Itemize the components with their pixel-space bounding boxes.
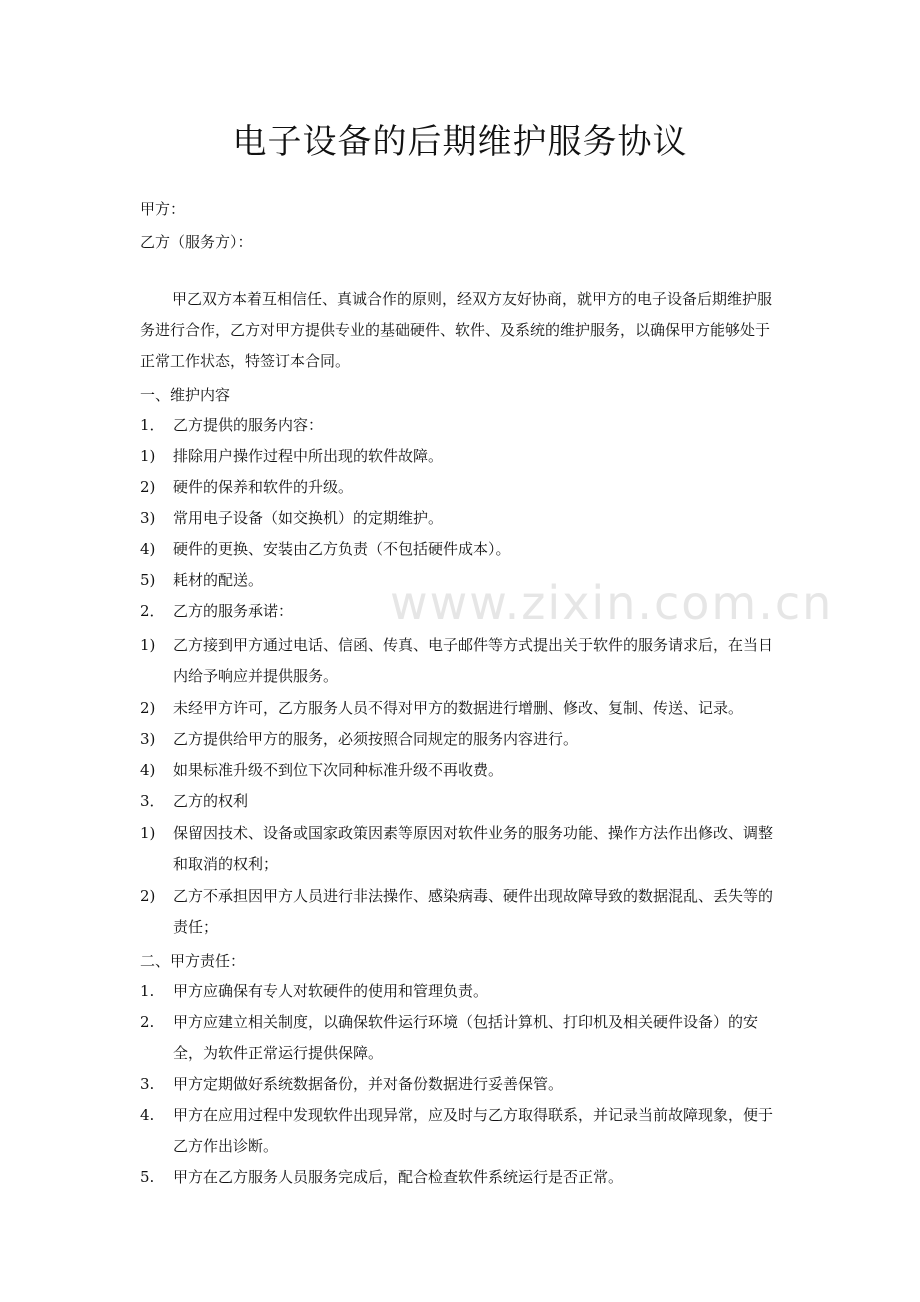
item-text: 硬件的保养和软件的升级。: [173, 478, 354, 496]
party-b-label: 乙方（服务方）：: [140, 233, 253, 251]
list-item: [140, 1069, 780, 1100]
list-item: [140, 596, 780, 627]
list-item: [140, 630, 780, 692]
list-item: [140, 818, 780, 880]
item-text: 甲方在应用过程中发现软件出现异常，应及时与乙方取得联系，并记录当前故障现象，便于乙方作出诊断。: [173, 1106, 774, 1155]
list-item: [140, 565, 780, 596]
item-text: 硬件的更换、安装由乙方负责（不包括硬件成本）。: [173, 540, 511, 558]
item-number: 3): [140, 509, 156, 527]
list-item: [140, 472, 780, 503]
item-number: 1): [140, 447, 156, 465]
item-number: 4): [140, 540, 156, 558]
section-heading-party-a: 二、甲方责任：: [140, 952, 246, 970]
item-text: 甲方应建立相关制度，以确保软件运行环境（包括计算机、打印机及相关硬件设备）的安全，为软件正常运行提供保障。: [173, 1013, 759, 1062]
item-number: 3): [140, 730, 156, 748]
item-number: 1.: [140, 982, 155, 1000]
item-number: 2．: [140, 602, 165, 620]
item-text: 乙方不承担因甲方人员进行非法操作、感染病毒、硬件出现故障导致的数据混乱、丢失等的责任；: [173, 887, 774, 936]
item-text: 排除用户操作过程中所出现的软件故障。: [173, 447, 444, 465]
item-text: 乙方的服务承诺：: [173, 602, 294, 620]
list-item: [140, 1007, 780, 1069]
item-number: 1): [140, 636, 156, 654]
item-number: 2): [140, 699, 156, 717]
list-item: [140, 441, 780, 472]
item-number: 4.: [140, 1106, 155, 1124]
list-item: [140, 693, 780, 724]
section-heading-maintenance: 一、维护内容: [140, 386, 231, 404]
item-text: 乙方的权利: [173, 792, 249, 810]
item-text: 未经甲方许可，乙方服务人员不得对甲方的数据进行增删、修改、复制、传送、记录。: [173, 699, 744, 717]
item-number: 1．: [140, 416, 165, 434]
list-item: [140, 1100, 780, 1162]
list-item: [140, 786, 780, 817]
intro-paragraph: 甲乙双方本着互相信任、真诚合作的原则，经双方友好协商，就甲方的电子设备后期维护服务进行合作，乙方对甲方提供专业的基础硬件、软件、及系统的维护服务，以确保甲方能够处于正常工作状态，特签订本合同。: [140, 290, 773, 370]
item-text: 乙方提供的服务内容：: [173, 416, 324, 434]
item-text: 甲方在乙方服务人员服务完成后，配合检查软件系统运行是否正常。: [173, 1168, 624, 1186]
list-item: [140, 1162, 780, 1193]
watermark: www.zixin.com.cn: [390, 576, 834, 630]
list-item: [140, 881, 780, 943]
list-item: [140, 503, 780, 534]
item-number: 3．: [140, 792, 165, 810]
item-number: 1): [140, 824, 156, 842]
party-a-label: 甲方：: [140, 200, 186, 218]
item-text: 耗材的配送。: [173, 571, 264, 589]
list-item: [140, 534, 780, 565]
list-item: [140, 724, 780, 755]
item-text: 如果标准升级不到位下次同种标准升级不再收费。: [173, 761, 504, 779]
item-text: 甲方应确保有专人对软硬件的使用和管理负责。: [173, 982, 489, 1000]
item-text: 常用电子设备（如交换机）的定期维护。: [173, 509, 444, 527]
item-number: 2): [140, 887, 156, 905]
list-item: [140, 755, 780, 786]
item-number: 5.: [140, 1168, 155, 1186]
item-number: 3.: [140, 1075, 155, 1093]
item-text: 保留因技术、设备或国家政策因素等原因对软件业务的服务功能、操作方法作出修改、调整和取消的权利；: [173, 824, 774, 873]
item-number: 2.: [140, 1013, 155, 1031]
item-number: 4): [140, 761, 156, 779]
item-text: 乙方接到甲方通过电话、信函、传真、电子邮件等方式提出关于软件的服务请求后，在当日内给予响应并提供服务。: [173, 636, 774, 685]
item-number: 5): [140, 571, 156, 589]
item-text: 乙方提供给甲方的服务，必须按照合同规定的服务内容进行。: [173, 730, 579, 748]
list-item: [140, 410, 780, 441]
list-item: [140, 976, 780, 1007]
item-number: 2): [140, 478, 156, 496]
item-text: 甲方定期做好系统数据备份，并对备份数据进行妥善保管。: [173, 1075, 564, 1093]
document-title: 电子设备的后期维护服务协议: [232, 122, 688, 162]
